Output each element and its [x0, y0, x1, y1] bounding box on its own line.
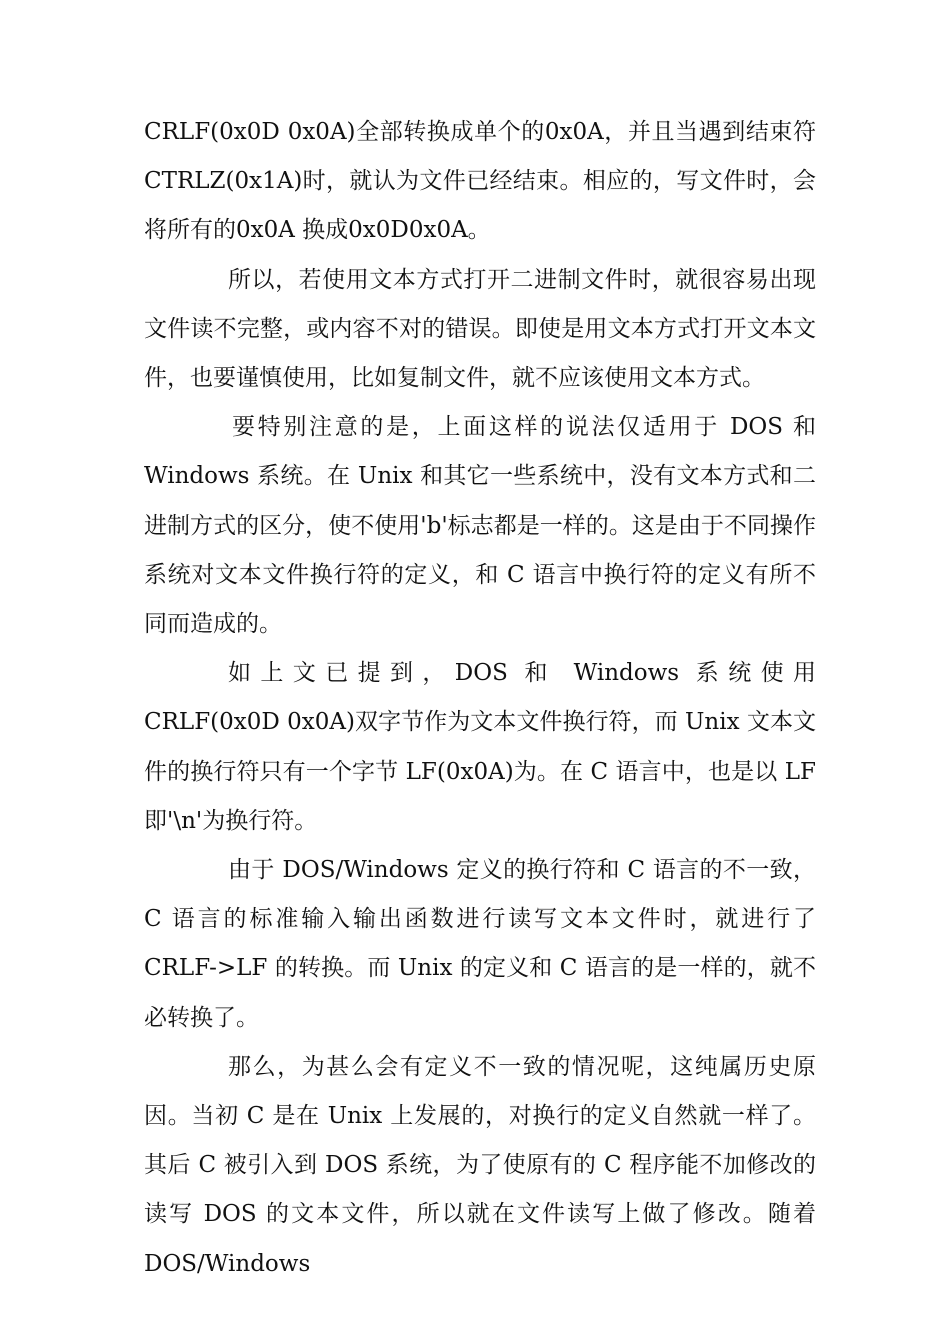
paragraph-2: 所以，若使用文本方式打开二进制文件时，就很容易出现文件读不完整，或内容不对的错误。即使是用文本方式打开文本文件，也要谨慎使用，比如复制文件，就不应该使用文本方式。: [144, 266, 816, 392]
paragraph-1: CRLF(0x0D 0x0A)全部转换成单个的0x0A，并且当遇到结束符CTRLZ(0x1A)时，就认为文件已经结束。相应的，写文件时，会将所有的0x0A 换成0x0D0x0A。: [144, 119, 816, 244]
paragraph-3: 要特别注意的是，上面这样的说法仅适用于 DOS 和 Windows 系统。在 Unix 和其它一些系统中，没有文本方式和二进制方式的区分，使不使用'b'标志都是一样的。这是由于不同操作系统对文本文件换行符的定义，和 C 语言中换行符的定义有所不同而造成的。: [144, 414, 816, 638]
document-body: [144, 108, 816, 1289]
paragraph-6: 那么，为甚么会有定义不一致的情况呢，这纯属历史原因。当初 C 是在 Unix 上发展的，对换行的定义自然就一样了。其后 C 被引入到 DOS 系统，为了使原有的 C 程序能不加修改的读写 DOS 的文本文件，所以就在文件读写上做了修改。随着 DOS/Windows: [144, 1053, 816, 1277]
paragraph-5: 由于 DOS/Windows 定义的换行符和 C 语言的不一致，C 语言的标准输入输出函数进行读写文本文件时，就进行了 CRLF->LF 的转换。而 Unix 的定义和 C 语言的是一样的，就不必转换了。: [144, 857, 816, 1031]
paragraph-4: 如上文已提到，DOS 和 Windows 系统使用 CRLF(0x0D 0x0A)双字节作为文本文件换行符，而 Unix 文本文件的换行符只有一个字节 LF(0x0A)为。在 C 语言中，也是以 LF 即'\n'为换行符。: [144, 660, 816, 834]
